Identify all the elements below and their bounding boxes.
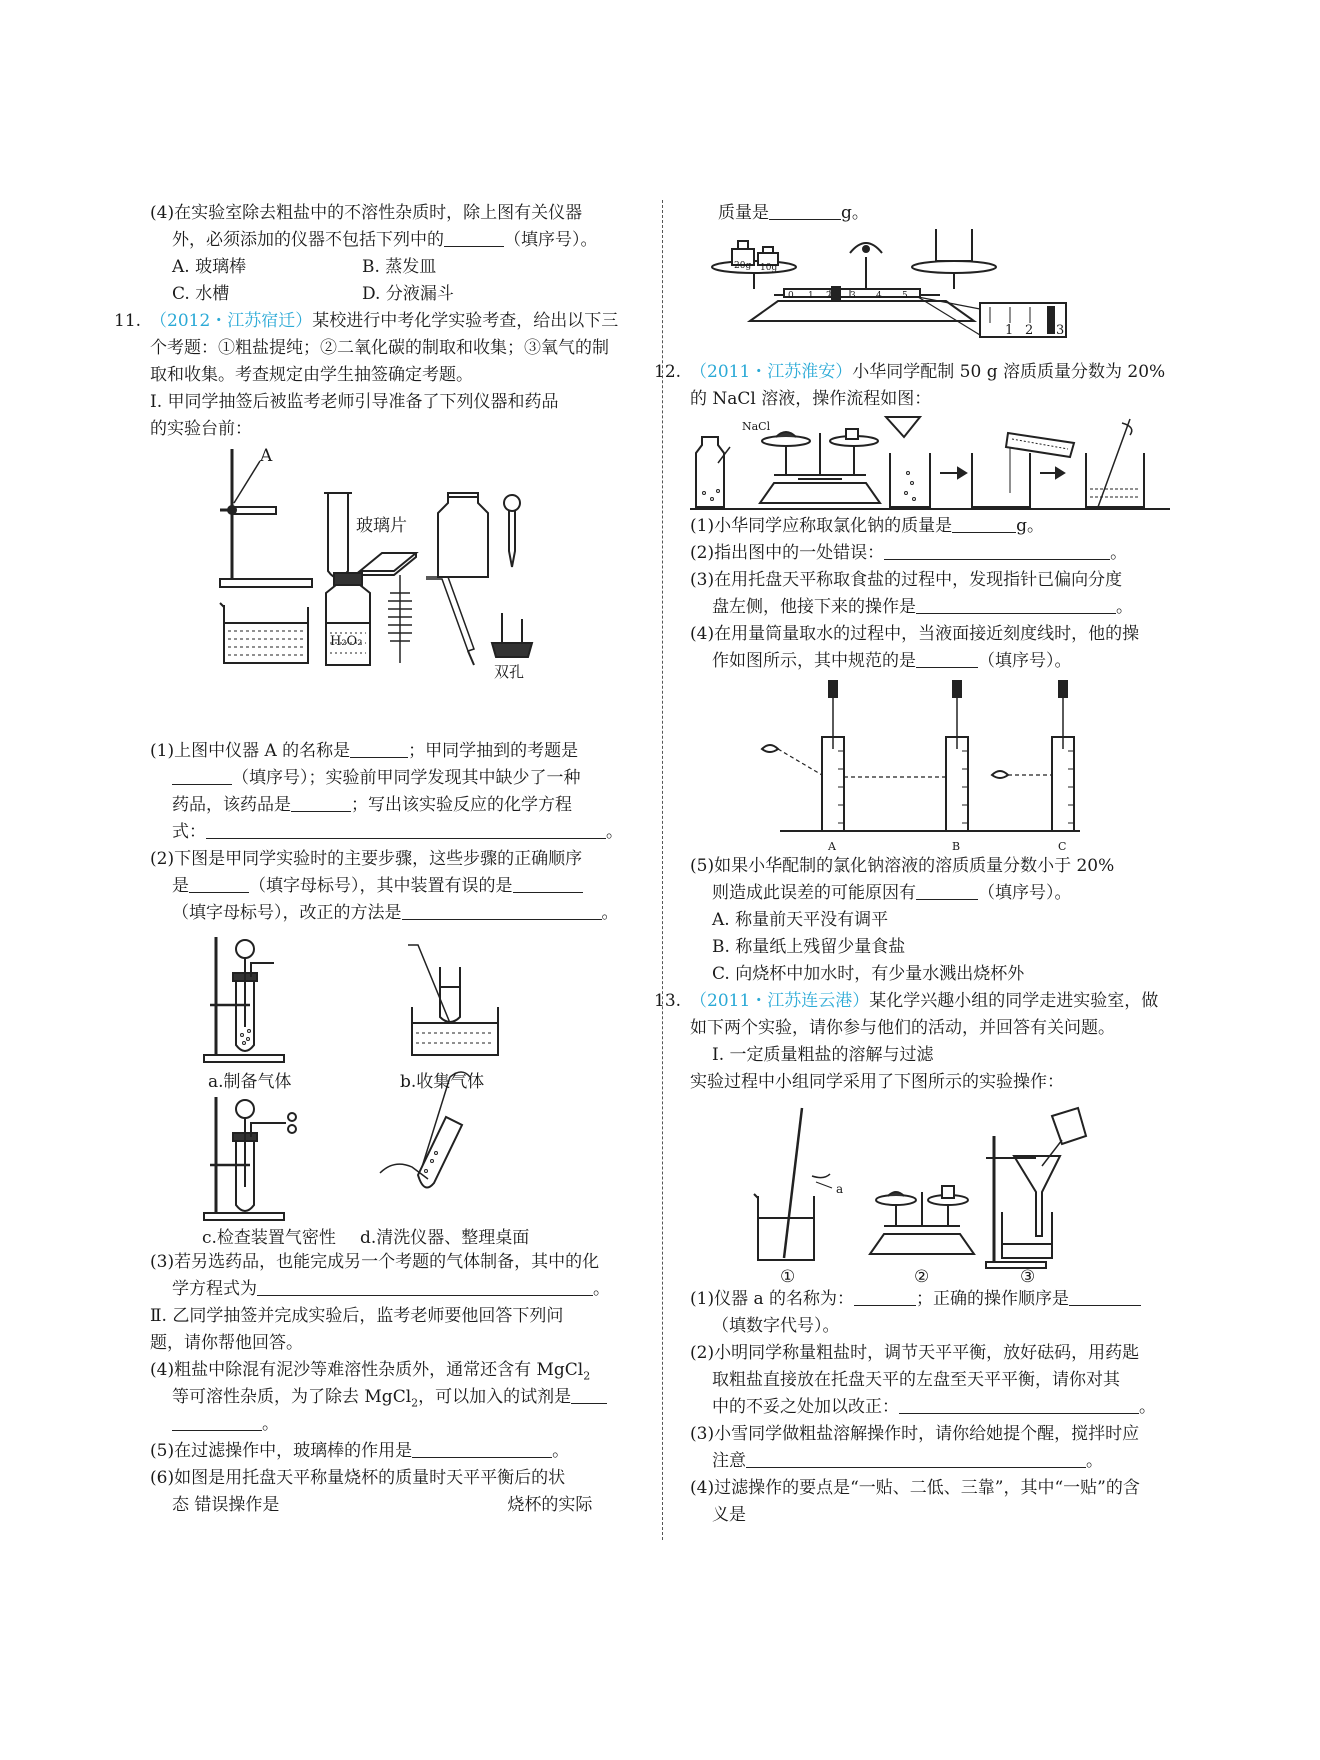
label-step-2: ② [914,1267,930,1287]
answer-blank[interactable] [206,820,606,839]
q11-p1-line3: 药品，该药品是 ；写出该实验反应的化学方程 [172,795,572,815]
q12-line2: 的 NaCl 溶液，操作流程如图： [690,389,932,409]
tick-2: 2 [826,291,832,301]
answer-blank[interactable] [172,766,232,785]
label-step-3: ③ [1020,1267,1036,1287]
step-a-label: a.制备气体 [208,1072,292,1092]
q11-p1-line2: （填序号）；实验前甲同学发现其中缺少了一种 [150,765,640,792]
filtration-drawing [690,1096,1170,1286]
q11-part1-line1: Ⅰ. 甲同学抽签后被监考老师引导准备了下列仪器和药品 [150,392,559,412]
answer-blank[interactable] [854,1287,916,1306]
answer-blank[interactable] [746,1449,1086,1468]
question-number: 13. [654,991,682,1011]
answer-blank[interactable] [257,1277,593,1296]
cylinders-drawing [690,675,1170,853]
tick-5: 5 [902,291,908,301]
cylinder-a-label: A [828,840,836,853]
q11-p2-line2: 是 （填字母标号），其中装置有误的是 [150,873,640,900]
filtration-figure [690,1096,1170,1286]
q13-part1-title: Ⅰ. 一定质量粗盐的溶解与过滤 [712,1045,934,1065]
tick-0: 0 [788,291,794,301]
cylinders-figure [690,675,1170,853]
step-b-label: b.收集气体 [400,1072,485,1092]
q11-p5-line: (5)在过滤操作中，玻璃棒的作用是 。 [150,1441,570,1461]
question-number: 11. [114,311,142,331]
answer-blank[interactable] [172,1412,262,1431]
answer-blank[interactable] [952,514,1016,533]
right-column [654,200,1170,1529]
answer-blank[interactable] [350,739,408,758]
step-d-label: d.清洗仪器、整理桌面 [360,1228,530,1248]
answer-blank[interactable] [1069,1287,1141,1306]
step-c-label: c.检查装置气密性 [202,1228,336,1248]
option-a: A. 玻璃棒 [172,257,247,277]
q11-p3-line1: (3)若另选药品，也能完成另一个考题的气体制备，其中的化 [150,1252,600,1272]
label-a: A [260,446,273,466]
q12-p5-line2: 则造成此误差的可能原因有 （填序号）。 [712,883,1072,903]
q11-part1-line2: 的实验台前： [150,419,252,439]
answer-blank[interactable] [291,793,351,812]
q11-line3: 取和收集。考查规定由学生抽签确定考题。 [150,365,473,385]
apparatus-figure [150,443,640,738]
q11-part2-line1: Ⅱ. 乙同学抽签并完成实验后，监考老师要他回答下列问 [150,1306,564,1326]
zoom-tick-2: 2 [1025,323,1034,338]
q13-p3-line1: (3)小雪同学做粗盐溶解操作时，请你给她提个醒，搅拌时应 [690,1424,1140,1444]
q11-p1-line1: (1)上图中仪器 A 的名称是 ；甲同学抽到的考题是 [150,741,579,761]
q12-p3-line2: 盘左侧，他接下来的操作是 。 [712,597,1133,617]
apparatus-drawing [150,443,640,738]
q13-p2-line2: 取粗盐直接放在托盘天平的左盘至天平平衡，请你对其 [712,1370,1120,1390]
label-step-1: ① [780,1267,796,1287]
answer-blank[interactable] [402,901,602,920]
answer-blank[interactable] [899,1395,1139,1414]
q12-p1: (1)小华同学应称取氯化钠的质量是 g。 [690,516,1044,536]
left-column [114,200,640,1519]
weight-10g: 10g [760,263,778,273]
answer-blank[interactable] [412,1439,552,1458]
q13-p2-line3: 中的不妥之处加以改正： 。 [712,1397,1156,1417]
q11-line1: 11. （2012・江苏宿迁）某校进行中考化学实验考查，给出以下三 [150,308,640,335]
question-source: （2011・江苏连云港） [690,991,870,1011]
q13-p2-line1: (2)小明同学称量粗盐时，调节天平平衡，放好砝码，用药匙 [690,1343,1140,1363]
q11-p2-line1: (2)下图是甲同学实验时的主要步骤，这些步骤的正确顺序 [150,849,583,869]
q13-line2: 如下两个实验，请你参与他们的活动，并回答有关问题。 [690,1018,1115,1038]
q12-p5-line1: (5)如果小华配制的氯化钠溶液的溶质质量分数小于 20% [690,856,1115,876]
q13-line1: 13. （2011・江苏连云港）某化学兴趣小组的同学走进实验室，做 [690,988,1170,1015]
answer-blank[interactable] [916,881,978,900]
q11-part2-line2: 题，请你帮他回答。 [150,1333,303,1353]
answer-blank[interactable] [916,649,978,668]
column-divider [662,200,663,1540]
q11-p6-line1: (6)如图是用托盘天平称量烧杯的质量时天平平衡后的状 [150,1468,566,1488]
label-h2o2: H₂O₂ [330,634,363,649]
balance-figure [690,227,1170,355]
q13-p1-line1: (1)仪器 a 的名称为： ；正确的操作顺序是 [690,1286,1170,1313]
q12-option-b: B. 称量纸上残留少量食盐 [712,937,906,957]
steps-figure [150,927,640,1249]
tick-1: 1 [808,291,814,301]
weight-20g: 20g [734,261,752,271]
label-nacl: NaCl [742,420,771,433]
q12-p4-line2: 作如图所示，其中规范的是 （填序号）。 [712,651,1072,671]
q12-line1: 12. （2011・江苏淮安）小华同学配制 50 g 溶质质量分数为 20% [690,359,1170,386]
question-source: （2012・江苏宿迁） [150,311,313,331]
q10-4-line1: (4)在实验室除去粗盐中的不溶性杂质时，除上图有关仪器 [150,203,583,223]
cylinder-c-label: C [1058,840,1067,853]
q10-4-options-cd [150,281,640,308]
q10-4-options-ab [150,254,640,281]
label-glass-slide: 玻璃片 [356,516,407,536]
stand-base [220,579,312,587]
q10-4-line2: 外，必须添加的仪器不包括下列中的 （填序号）。 [172,230,598,250]
q11-p4-line2: 等可溶性杂质，为了除去 MgCl$_2$，可以加入的试剂是 [150,1384,640,1411]
q12-p3-line1: (3)在用托盘天平称取食盐的过程中，发现指针已偏向分度 [690,570,1123,590]
q12-p2: (2)指出图中的一处错误： 。 [690,543,1128,563]
q11-6-continuation: 质量是 g。 [718,203,869,223]
q13-p1-line2: （填数字代号）。 [712,1316,840,1336]
q11-p6-line2: 态 错误操作是 烧杯的实际 [172,1495,593,1515]
q11-p4-line3: 。 [150,1411,640,1438]
cylinder-b-label: B [952,840,961,853]
answer-blank[interactable] [444,228,504,247]
q13-intro: 实验过程中小组同学采用了下图所示的实验操作： [690,1072,1064,1092]
answer-blank[interactable] [571,1385,607,1404]
q13-p4-line1: (4)过滤操作的要点是“一贴、二低、三靠”，其中“一贴”的含 [690,1478,1140,1498]
q13-p4-line2: 义是 [712,1505,746,1525]
answer-blank[interactable] [916,595,1116,614]
balance-drawing [690,227,1170,355]
q11-line2: 个考题：①粗盐提纯；②二氧化碳的制取和收集；③氧气的制 [150,338,609,358]
tick-3: 3 [850,291,856,301]
option-b: B. 蒸发皿 [362,257,437,277]
q13-p3-line2: 注意 。 [712,1451,1103,1471]
answer-blank[interactable] [884,541,1110,560]
q11-p1-line4: 式： 。 [172,822,623,842]
answer-blank[interactable] [769,201,841,220]
question-number: 12. [654,362,682,382]
q12-option-a: A. 称量前天平没有调平 [712,910,889,930]
answer-blank[interactable] [513,874,583,893]
question-source: （2011・江苏淮安） [690,362,853,382]
zoom-tick-3: 3 [1056,323,1065,338]
q11-p2-line3: （填字母标号），改正的方法是 。 [172,903,619,923]
q11-p3-line2: 学方程式为 。 [172,1279,610,1299]
option-c: C. 水槽 [172,284,230,304]
zoom-tick-1: 1 [1005,323,1014,338]
q11-p4-line1: (4)粗盐中除混有泥沙等难溶性杂质外，通常还含有 MgCl$_2$ [150,1360,591,1383]
q12-p4-line1: (4)在用量筒量取水的过程中，当液面接近刻度线时，他的操 [690,624,1140,644]
label-instrument-a: a [836,1182,844,1196]
answer-blank[interactable] [189,874,249,893]
label-two-hole: 双孔 [494,663,525,681]
nacl-flow-figure [690,413,1170,513]
tick-4: 4 [876,291,882,301]
q12-option-c: C. 向烧杯中加水时，有少量水溅出烧杯外 [712,964,1025,984]
option-d: D. 分液漏斗 [362,284,454,304]
